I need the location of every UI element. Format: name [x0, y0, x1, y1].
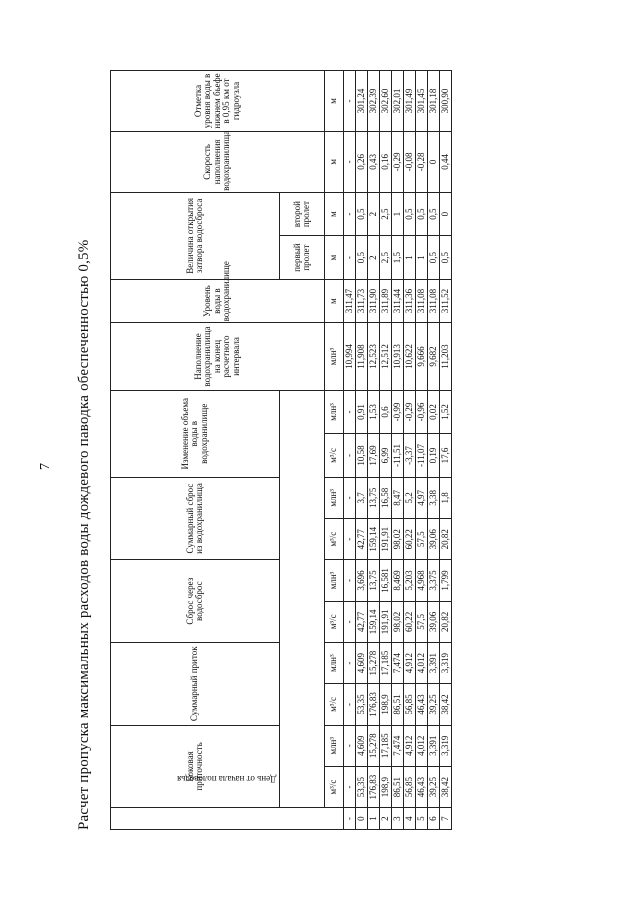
header-gate-span2: второй пролет — [280, 192, 325, 236]
table-row — [404, 71, 416, 830]
table-cell: 0,02 — [428, 390, 440, 434]
table-cell: 12,512 — [380, 323, 392, 390]
table-cell: 7,474 — [392, 725, 404, 766]
table-cell: -0,29 — [392, 131, 404, 192]
table-cell: 56,85 — [404, 684, 416, 725]
table-cell: 4,912 — [404, 725, 416, 766]
table-cell: 0,5 — [404, 192, 416, 236]
unit-flow: м³/с — [325, 766, 344, 807]
table-cell: 39,06 — [428, 519, 440, 560]
table-cell: 311,08 — [428, 279, 440, 322]
table-cell: 0,26 — [356, 131, 368, 192]
unit-m: м — [325, 192, 344, 236]
table-row — [368, 71, 380, 830]
table-cell: - — [344, 192, 356, 236]
table-cell: 302,39 — [368, 71, 380, 132]
table-cell: 1,53 — [368, 390, 380, 434]
table-cell: 311,89 — [380, 279, 392, 322]
table-cell: 4,912 — [404, 642, 416, 683]
table-cell: 0,43 — [368, 131, 380, 192]
table-cell: 10,622 — [404, 323, 416, 390]
table-cell: 3,319 — [440, 642, 452, 683]
table-cell: 0,5 — [428, 236, 440, 279]
table-cell: - — [344, 477, 356, 518]
table-cell: 60,22 — [404, 519, 416, 560]
table-cell: 8,469 — [392, 560, 404, 601]
header-spacer — [280, 390, 325, 808]
table-cell: 11,908 — [356, 323, 368, 390]
table-cell: -0,29 — [404, 390, 416, 434]
table-cell: 0,5 — [356, 236, 368, 279]
table-row — [428, 71, 440, 830]
table-cell: 86,51 — [392, 684, 404, 725]
table-cell: 311,73 — [356, 279, 368, 322]
table-cell: 191,91 — [380, 519, 392, 560]
header-total-discharge: Суммарный сброс из водохранилища — [111, 477, 280, 560]
table-cell: 2 — [368, 192, 380, 236]
table-cell: 10,994 — [344, 323, 356, 390]
unit-volume: млн³ — [325, 725, 344, 766]
table-cell: - — [344, 131, 356, 192]
table-cell: 39,06 — [428, 601, 440, 642]
table-cell: 198,9 — [380, 684, 392, 725]
table-cell: 42,77 — [356, 519, 368, 560]
table-cell: 20,82 — [440, 601, 452, 642]
unit-flow: м³/с — [325, 684, 344, 725]
table-body — [344, 71, 452, 830]
table-cell: 13,75 — [368, 560, 380, 601]
table-cell: 1,5 — [392, 236, 404, 279]
table-row — [344, 71, 356, 830]
table-cell: 302,01 — [392, 71, 404, 132]
table-cell: 311,90 — [368, 279, 380, 322]
table-cell: 9,666 — [416, 323, 428, 390]
table-cell: 2,5 — [380, 236, 392, 279]
rotated-page — [38, 70, 450, 830]
table-cell: -0,08 — [404, 131, 416, 192]
table-cell: 53,35 — [356, 684, 368, 725]
header-lateral: Боковая приточность — [111, 725, 280, 808]
table-cell: 3,391 — [428, 725, 440, 766]
table-cell: 301,49 — [404, 71, 416, 132]
table-row — [416, 71, 428, 830]
table-row — [392, 71, 404, 830]
unit-volume: млн³ — [325, 642, 344, 683]
table-cell: 57,5 — [416, 519, 428, 560]
unit-volume: млн³ — [325, 390, 344, 434]
table-cell: - — [344, 71, 356, 132]
table-row — [356, 71, 368, 830]
table-cell: 3,7 — [356, 477, 368, 518]
table-cell: - — [344, 601, 356, 642]
table-cell: 53,35 — [356, 766, 368, 807]
table-cell: 56,85 — [404, 766, 416, 807]
table-cell: 3,391 — [428, 642, 440, 683]
header-total-inflow: Суммарный приток — [111, 642, 280, 725]
table-cell: 98,02 — [392, 519, 404, 560]
unit-volume: млн³ — [325, 560, 344, 601]
table-cell: 311,44 — [392, 279, 404, 322]
table-cell: 311,52 — [440, 279, 452, 322]
unit-flow: м³/с — [325, 601, 344, 642]
table-cell: 42,77 — [356, 601, 368, 642]
table-cell: 6,99 — [380, 434, 392, 477]
table-cell: 46,43 — [416, 684, 428, 725]
table-cell: 46,43 — [416, 766, 428, 807]
table-cell: - — [344, 684, 356, 725]
table-cell: 301,24 — [356, 71, 368, 132]
table-cell: 5 — [416, 808, 428, 830]
table-cell: 17,6 — [440, 434, 452, 477]
table-cell: 1 — [392, 192, 404, 236]
table-cell: 1,799 — [440, 560, 452, 601]
table-cell: 17,185 — [380, 725, 392, 766]
table-cell: 1,52 — [440, 390, 452, 434]
header-gate-span1: первый пролет — [280, 236, 325, 279]
table-cell: 86,51 — [392, 766, 404, 807]
table-cell: 311,08 — [416, 279, 428, 322]
table-cell: 159,14 — [368, 519, 380, 560]
table-cell: 300,90 — [440, 71, 452, 132]
table-cell: 0,5 — [440, 236, 452, 279]
table-cell: 2 — [368, 236, 380, 279]
table-cell: 311,47 — [344, 279, 356, 322]
table-cell: 0,16 — [380, 131, 392, 192]
table-cell: 17,185 — [380, 642, 392, 683]
header-level: Уровень воды в водохранилище — [111, 279, 325, 322]
table-cell: -11,07 — [416, 434, 428, 477]
header-downstream: Отметка уровня воды в нижнем бьефе в 0,95 км от гидроузла — [111, 71, 325, 132]
table-cell: 38,42 — [440, 766, 452, 807]
table-cell: 6 — [428, 808, 440, 830]
table-cell: 15,278 — [368, 642, 380, 683]
table-cell: - — [344, 642, 356, 683]
page-number: 7 — [38, 463, 53, 470]
table-cell: 1,8 — [440, 477, 452, 518]
table-cell: 301,45 — [416, 71, 428, 132]
table-cell: 1 — [404, 236, 416, 279]
table-cell: -0,28 — [416, 131, 428, 192]
table-cell: 0,6 — [380, 390, 392, 434]
table-cell: 3 — [392, 808, 404, 830]
table-cell: - — [344, 236, 356, 279]
table-row — [440, 71, 452, 830]
table-cell: -11,51 — [392, 434, 404, 477]
table-cell: 198,9 — [380, 766, 392, 807]
unit-volume: млн³ — [325, 323, 344, 390]
table-cell: - — [344, 434, 356, 477]
table-cell: 12,523 — [368, 323, 380, 390]
table-cell: 3,38 — [428, 477, 440, 518]
table-cell: 0,19 — [428, 434, 440, 477]
table-cell: 1 — [416, 236, 428, 279]
table-cell: 4,609 — [356, 725, 368, 766]
table-cell: 0 — [440, 192, 452, 236]
table-cell: 0,5 — [416, 192, 428, 236]
header-fill-end: Наполнение водохранилища на конец расчетного интервала — [111, 323, 325, 390]
table-cell: 3,319 — [440, 725, 452, 766]
table-cell: 7 — [440, 808, 452, 830]
table-cell: 0,91 — [356, 390, 368, 434]
table-cell: 4 — [404, 808, 416, 830]
table-cell: 39,25 — [428, 684, 440, 725]
calculation-table — [110, 70, 452, 830]
table-cell: 10,58 — [356, 434, 368, 477]
table-cell: - — [344, 725, 356, 766]
table-cell: 4,012 — [416, 642, 428, 683]
document-title: Расчет пропуска максимальных расходов воды дождевого паводка обеспеченностью 0,5% — [76, 239, 92, 830]
table-cell: 159,14 — [368, 601, 380, 642]
table-cell: 191,91 — [380, 601, 392, 642]
table-cell: 16,581 — [380, 560, 392, 601]
table-row — [380, 71, 392, 830]
table-cell: 60,22 — [404, 601, 416, 642]
table-cell: - — [344, 560, 356, 601]
table-cell: 0 — [356, 808, 368, 830]
table-cell: 15,278 — [368, 725, 380, 766]
table-cell: -0,96 — [416, 390, 428, 434]
table-cell: 16,58 — [380, 477, 392, 518]
table-cell: 3,375 — [428, 560, 440, 601]
table-cell: 3,696 — [356, 560, 368, 601]
table-cell: 39,25 — [428, 766, 440, 807]
header-volume-change: Изменение объема воды в водохранилище — [111, 390, 280, 477]
table-cell: 0,5 — [428, 192, 440, 236]
table-cell: 4,968 — [416, 560, 428, 601]
table-cell: 38,42 — [440, 684, 452, 725]
table-cell: 10,913 — [392, 323, 404, 390]
header-gate-opening: Величина открытия затвора водосброса — [111, 192, 280, 279]
table-cell: 57,5 — [416, 601, 428, 642]
table-cell: 301,18 — [428, 71, 440, 132]
table-cell: 17,69 — [368, 434, 380, 477]
table-cell: 20,82 — [440, 519, 452, 560]
unit-flow: м³/с — [325, 434, 344, 477]
table-cell: -3,37 — [404, 434, 416, 477]
table-cell: -0,99 — [392, 390, 404, 434]
unit-m: м — [325, 71, 344, 132]
table-cell: 0 — [428, 131, 440, 192]
table-cell: 5,203 — [404, 560, 416, 601]
table-cell: 2 — [380, 808, 392, 830]
table-cell: - — [344, 390, 356, 434]
table-cell: 98,02 — [392, 601, 404, 642]
table-cell: 2,5 — [380, 192, 392, 236]
unit-volume: млн³ — [325, 477, 344, 518]
table-cell: - — [344, 519, 356, 560]
table-cell: 4,609 — [356, 642, 368, 683]
table-cell: 13,75 — [368, 477, 380, 518]
table-cell: 9,682 — [428, 323, 440, 390]
table-cell: - — [344, 808, 356, 830]
table-cell: 0,44 — [440, 131, 452, 192]
table-cell: 176,83 — [368, 684, 380, 725]
header-spillway: Сброс через водосброс — [111, 560, 280, 643]
table-cell: 5,2 — [404, 477, 416, 518]
table-cell: 4,97 — [416, 477, 428, 518]
unit-flow: м³/с — [325, 519, 344, 560]
table-cell: 4,012 — [416, 725, 428, 766]
table-cell: 302,60 — [380, 71, 392, 132]
unit-m: м — [325, 279, 344, 322]
table-cell: 311,36 — [404, 279, 416, 322]
table-cell: 176,83 — [368, 766, 380, 807]
table-cell: 0,5 — [356, 192, 368, 236]
header-day: День от начала половодья — [111, 808, 344, 830]
unit-m: м — [325, 131, 344, 192]
table-cell: 1 — [368, 808, 380, 830]
table-cell: - — [344, 766, 356, 807]
table-cell: 11,203 — [440, 323, 452, 390]
table-cell: 7,474 — [392, 642, 404, 683]
table-cell: 8,47 — [392, 477, 404, 518]
header-fill-rate: Скорость наполнения водохранилища — [111, 131, 325, 192]
unit-m: м — [325, 236, 344, 279]
